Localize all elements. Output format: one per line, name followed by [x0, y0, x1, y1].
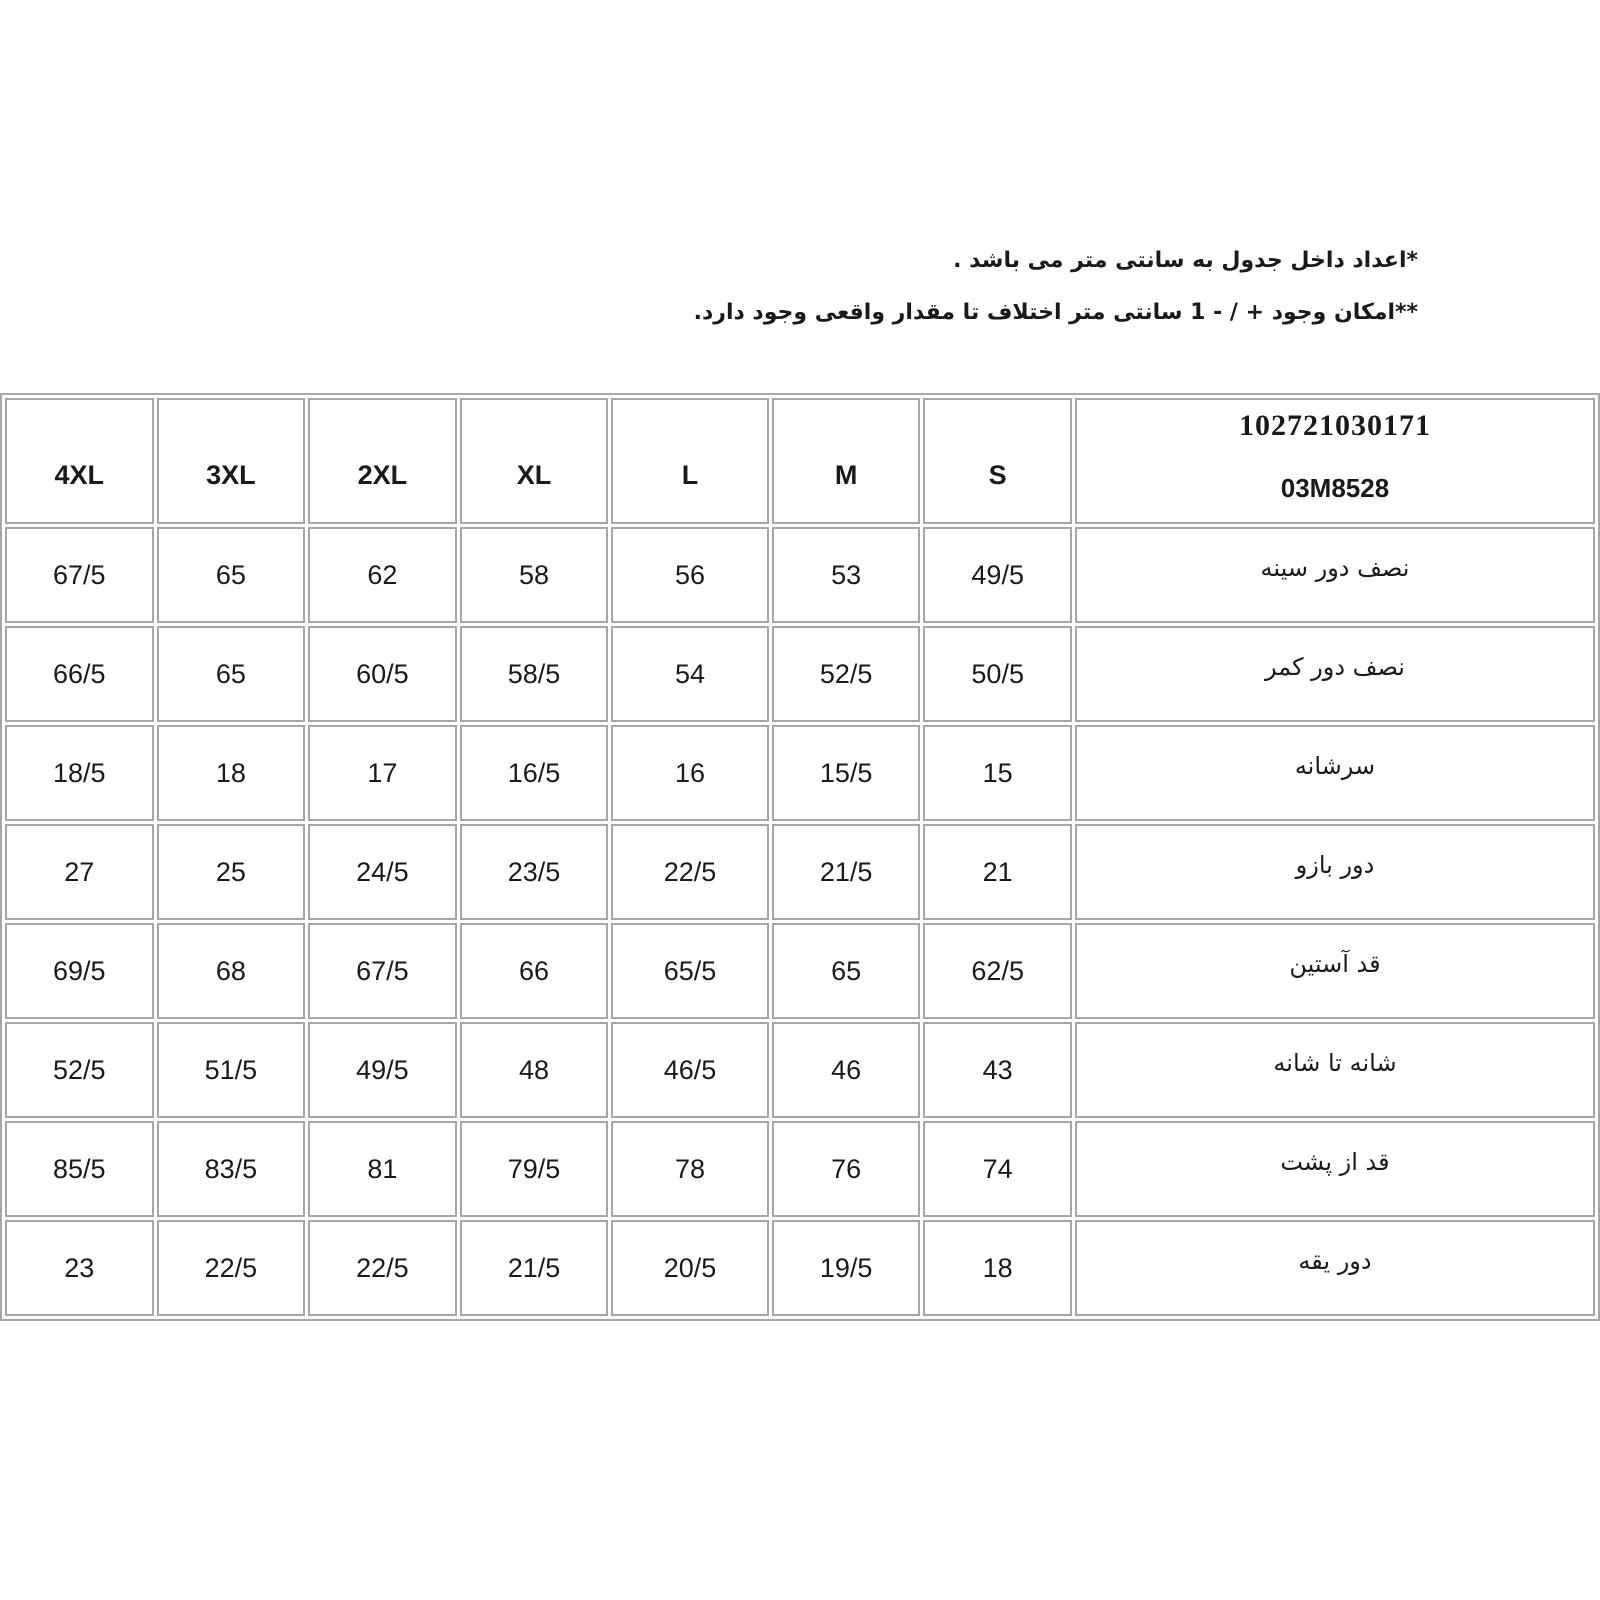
- table-row: [5, 824, 1595, 920]
- measurement-cell: 21/5: [460, 1220, 609, 1316]
- measurement-cell: 66/5: [5, 626, 154, 722]
- measurement-label: سرشانه: [1075, 725, 1595, 821]
- measurement-cell: 54: [611, 626, 769, 722]
- size-header: XL: [460, 398, 609, 524]
- measurement-cell: 62: [308, 527, 457, 623]
- measurement-cell: 67/5: [308, 923, 457, 1019]
- measurement-cell: 51/5: [157, 1022, 306, 1118]
- measurement-cell: 53: [772, 527, 921, 623]
- unit-note: *اعداد داخل جدول به سانتی متر می باشد .: [953, 248, 1418, 273]
- size-header: 3XL: [157, 398, 306, 524]
- product-barcode: 102721030171: [1238, 408, 1431, 442]
- table-row: [5, 626, 1595, 722]
- table-row: [5, 1022, 1595, 1118]
- measurement-cell: 79/5: [460, 1121, 609, 1217]
- measurement-cell: 48: [460, 1022, 609, 1118]
- measurement-label: قد آستین: [1075, 923, 1595, 1019]
- measurement-cell: 22/5: [157, 1220, 306, 1316]
- measurement-label: نصف دور کمر: [1075, 626, 1595, 722]
- measurement-cell: 18/5: [5, 725, 154, 821]
- measurement-cell: 21/5: [772, 824, 921, 920]
- measurement-cell: 85/5: [5, 1121, 154, 1217]
- measurement-label: دور بازو: [1075, 824, 1595, 920]
- measurement-cell: 65/5: [611, 923, 769, 1019]
- size-header: M: [772, 398, 921, 524]
- measurement-cell: 83/5: [157, 1121, 306, 1217]
- measurement-cell: 15/5: [772, 725, 921, 821]
- measurement-cell: 58: [460, 527, 609, 623]
- measurement-cell: 16: [611, 725, 769, 821]
- table-row: [5, 1121, 1595, 1217]
- measurement-cell: 46: [772, 1022, 921, 1118]
- size-header: L: [611, 398, 769, 524]
- measurement-cell: 16/5: [460, 725, 609, 821]
- measurement-cell: 25: [157, 824, 306, 920]
- measurement-label: قد از پشت: [1075, 1121, 1595, 1217]
- measurement-cell: 78: [611, 1121, 769, 1217]
- table-row: [5, 1220, 1595, 1316]
- measurement-label: نصف دور سینه: [1075, 527, 1595, 623]
- measurement-cell: 46/5: [611, 1022, 769, 1118]
- measurement-cell: 65: [772, 923, 921, 1019]
- measurement-cell: 58/5: [460, 626, 609, 722]
- measurement-cell: 76: [772, 1121, 921, 1217]
- measurement-cell: 60/5: [308, 626, 457, 722]
- product-code-cell: [1075, 398, 1595, 524]
- measurement-cell: 22/5: [308, 1220, 457, 1316]
- measurement-cell: 27: [5, 824, 154, 920]
- measurement-cell: 68: [157, 923, 306, 1019]
- measurement-cell: 24/5: [308, 824, 457, 920]
- table-row: [5, 923, 1595, 1019]
- measurement-cell: 67/5: [5, 527, 154, 623]
- measurement-cell: 81: [308, 1121, 457, 1217]
- measurement-cell: 50/5: [923, 626, 1072, 722]
- measurement-cell: 49/5: [308, 1022, 457, 1118]
- measurement-cell: 52/5: [5, 1022, 154, 1118]
- size-header: 4XL: [5, 398, 154, 524]
- size-header: S: [923, 398, 1072, 524]
- measurement-cell: 56: [611, 527, 769, 623]
- measurement-cell: 52/5: [772, 626, 921, 722]
- measurement-cell: 23: [5, 1220, 154, 1316]
- product-model: 03M8528: [1280, 472, 1390, 503]
- measurement-cell: 17: [308, 725, 457, 821]
- measurement-label: دور یقه: [1075, 1220, 1595, 1316]
- table-header-row: [5, 398, 1595, 524]
- measurement-cell: 18: [923, 1220, 1072, 1316]
- measurement-cell: 65: [157, 626, 306, 722]
- measurement-cell: 21: [923, 824, 1072, 920]
- tolerance-note: **امکان وجود + / - 1 سانتی متر اختلاف تا مقدار واقعی وجود دارد.: [693, 300, 1418, 325]
- table-row: [5, 725, 1595, 821]
- measurement-cell: 74: [923, 1121, 1072, 1217]
- measurement-cell: 18: [157, 725, 306, 821]
- measurement-cell: 15: [923, 725, 1072, 821]
- measurement-label: شانه تا شانه: [1075, 1022, 1595, 1118]
- measurement-cell: 20/5: [611, 1220, 769, 1316]
- table-row: [5, 527, 1595, 623]
- measurement-cell: 65: [157, 527, 306, 623]
- size-header: 2XL: [308, 398, 457, 524]
- measurement-cell: 22/5: [611, 824, 769, 920]
- measurement-cell: 66: [460, 923, 609, 1019]
- measurement-cell: 23/5: [460, 824, 609, 920]
- measurement-cell: 49/5: [923, 527, 1072, 623]
- measurement-cell: 19/5: [772, 1220, 921, 1316]
- size-chart-table: [0, 393, 1600, 1321]
- measurement-cell: 62/5: [923, 923, 1072, 1019]
- measurement-cell: 69/5: [5, 923, 154, 1019]
- measurement-cell: 43: [923, 1022, 1072, 1118]
